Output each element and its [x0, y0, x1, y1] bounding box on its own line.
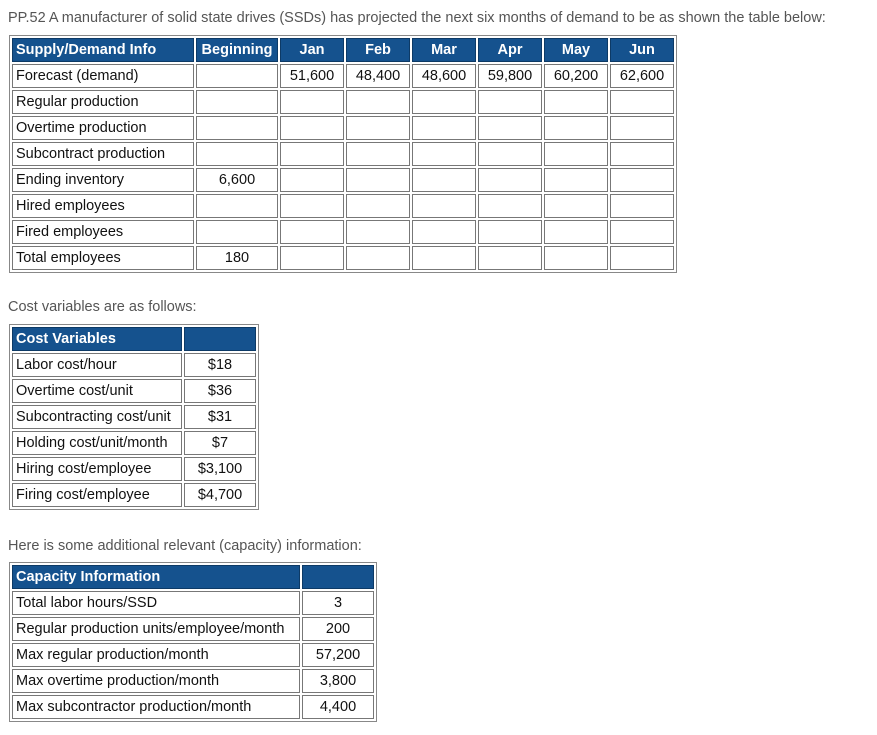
row-label: Max regular production/month — [12, 643, 300, 667]
supply-table-header-row — [12, 38, 674, 62]
table-row — [12, 695, 374, 719]
row-label: Overtime production — [12, 116, 194, 140]
cost-variables-table — [9, 324, 259, 510]
table-row — [12, 220, 674, 244]
cell: 59,800 — [478, 64, 542, 88]
cell — [478, 168, 542, 192]
cell — [280, 220, 344, 244]
cell — [346, 142, 410, 166]
cell — [196, 64, 278, 88]
header-jan: Jan — [280, 38, 344, 62]
row-label: Hired employees — [12, 194, 194, 218]
table-row — [12, 142, 674, 166]
row-label: Regular production units/employee/month — [12, 617, 300, 641]
cost-intro-text: Cost variables are as follows: — [8, 299, 197, 315]
table-row — [12, 379, 256, 403]
cell — [280, 90, 344, 114]
cell — [610, 220, 674, 244]
cell — [610, 116, 674, 140]
cell: 48,400 — [346, 64, 410, 88]
row-label: Total employees — [12, 246, 194, 270]
cell — [196, 142, 278, 166]
cell — [412, 142, 476, 166]
cell: 3 — [302, 591, 374, 615]
cell — [478, 142, 542, 166]
table-row — [12, 353, 256, 377]
cell — [346, 90, 410, 114]
supply-demand-table — [9, 35, 677, 273]
header-feb: Feb — [346, 38, 410, 62]
cell — [544, 246, 608, 270]
header-mar: Mar — [412, 38, 476, 62]
capacity-table-header-row — [12, 565, 374, 589]
cell: 62,600 — [610, 64, 674, 88]
cell — [280, 116, 344, 140]
header-beginning: Beginning — [196, 38, 278, 62]
cell: 180 — [196, 246, 278, 270]
cell — [196, 116, 278, 140]
table-row — [12, 431, 256, 455]
cell — [478, 90, 542, 114]
cell: 200 — [302, 617, 374, 641]
table-row — [12, 617, 374, 641]
header-apr: Apr — [478, 38, 542, 62]
cell — [544, 116, 608, 140]
cell — [412, 246, 476, 270]
cell — [346, 220, 410, 244]
cell — [280, 194, 344, 218]
cell — [412, 220, 476, 244]
cost-table-header-row — [12, 327, 256, 351]
cell: 4,400 — [302, 695, 374, 719]
cell — [346, 116, 410, 140]
row-label: Total labor hours/SSD — [12, 591, 300, 615]
cell — [544, 220, 608, 244]
cell: 6,600 — [196, 168, 278, 192]
cell — [346, 246, 410, 270]
cell — [478, 116, 542, 140]
cell: 48,600 — [412, 64, 476, 88]
cell: $4,700 — [184, 483, 256, 507]
row-label: Firing cost/employee — [12, 483, 182, 507]
header-jun: Jun — [610, 38, 674, 62]
cell — [544, 194, 608, 218]
cell — [610, 194, 674, 218]
table-row — [12, 405, 256, 429]
cell — [196, 194, 278, 218]
header-may: May — [544, 38, 608, 62]
row-label: Regular production — [12, 90, 194, 114]
header-cost-value — [184, 327, 256, 351]
cell: $31 — [184, 405, 256, 429]
cell — [610, 246, 674, 270]
row-label: Subcontracting cost/unit — [12, 405, 182, 429]
cell — [544, 142, 608, 166]
header-cost-variables: Cost Variables — [12, 327, 182, 351]
header-capacity-information: Capacity Information — [12, 565, 300, 589]
row-label: Max overtime production/month — [12, 669, 300, 693]
table-row — [12, 90, 674, 114]
table-row — [12, 116, 674, 140]
cell — [544, 90, 608, 114]
cell — [412, 194, 476, 218]
cell: $18 — [184, 353, 256, 377]
header-capacity-value — [302, 565, 374, 589]
cell: $7 — [184, 431, 256, 455]
table-row — [12, 643, 374, 667]
cell: 57,200 — [302, 643, 374, 667]
header-supply-demand-info: Supply/Demand Info — [12, 38, 194, 62]
row-label: Subcontract production — [12, 142, 194, 166]
row-label: Forecast (demand) — [12, 64, 194, 88]
cell — [346, 194, 410, 218]
row-label: Overtime cost/unit — [12, 379, 182, 403]
cell — [280, 168, 344, 192]
table-row — [12, 246, 674, 270]
cell — [280, 246, 344, 270]
capacity-intro-text: Here is some additional relevant (capacity) information: — [8, 538, 362, 554]
capacity-information-table — [9, 562, 377, 722]
cell — [478, 246, 542, 270]
row-label: Hiring cost/employee — [12, 457, 182, 481]
problem-intro-text: PP.52 A manufacturer of solid state drives (SSDs) has projected the next six months of demand to be as shown the table below: — [8, 10, 826, 26]
cell — [412, 116, 476, 140]
cell — [610, 168, 674, 192]
cell: $36 — [184, 379, 256, 403]
cell — [478, 220, 542, 244]
cell — [610, 142, 674, 166]
cell — [196, 90, 278, 114]
cell — [544, 168, 608, 192]
table-row — [12, 591, 374, 615]
table-row — [12, 168, 674, 192]
row-label: Max subcontractor production/month — [12, 695, 300, 719]
cell: 60,200 — [544, 64, 608, 88]
table-row — [12, 64, 674, 88]
cell — [280, 142, 344, 166]
row-label: Holding cost/unit/month — [12, 431, 182, 455]
cell — [478, 194, 542, 218]
cell — [196, 220, 278, 244]
cell — [412, 168, 476, 192]
cell — [610, 90, 674, 114]
cell: 51,600 — [280, 64, 344, 88]
row-label: Ending inventory — [12, 168, 194, 192]
table-row — [12, 669, 374, 693]
row-label: Labor cost/hour — [12, 353, 182, 377]
table-row — [12, 194, 674, 218]
cell — [346, 168, 410, 192]
table-row — [12, 483, 256, 507]
cell: $3,100 — [184, 457, 256, 481]
cell: 3,800 — [302, 669, 374, 693]
row-label: Fired employees — [12, 220, 194, 244]
table-row — [12, 457, 256, 481]
cell — [412, 90, 476, 114]
